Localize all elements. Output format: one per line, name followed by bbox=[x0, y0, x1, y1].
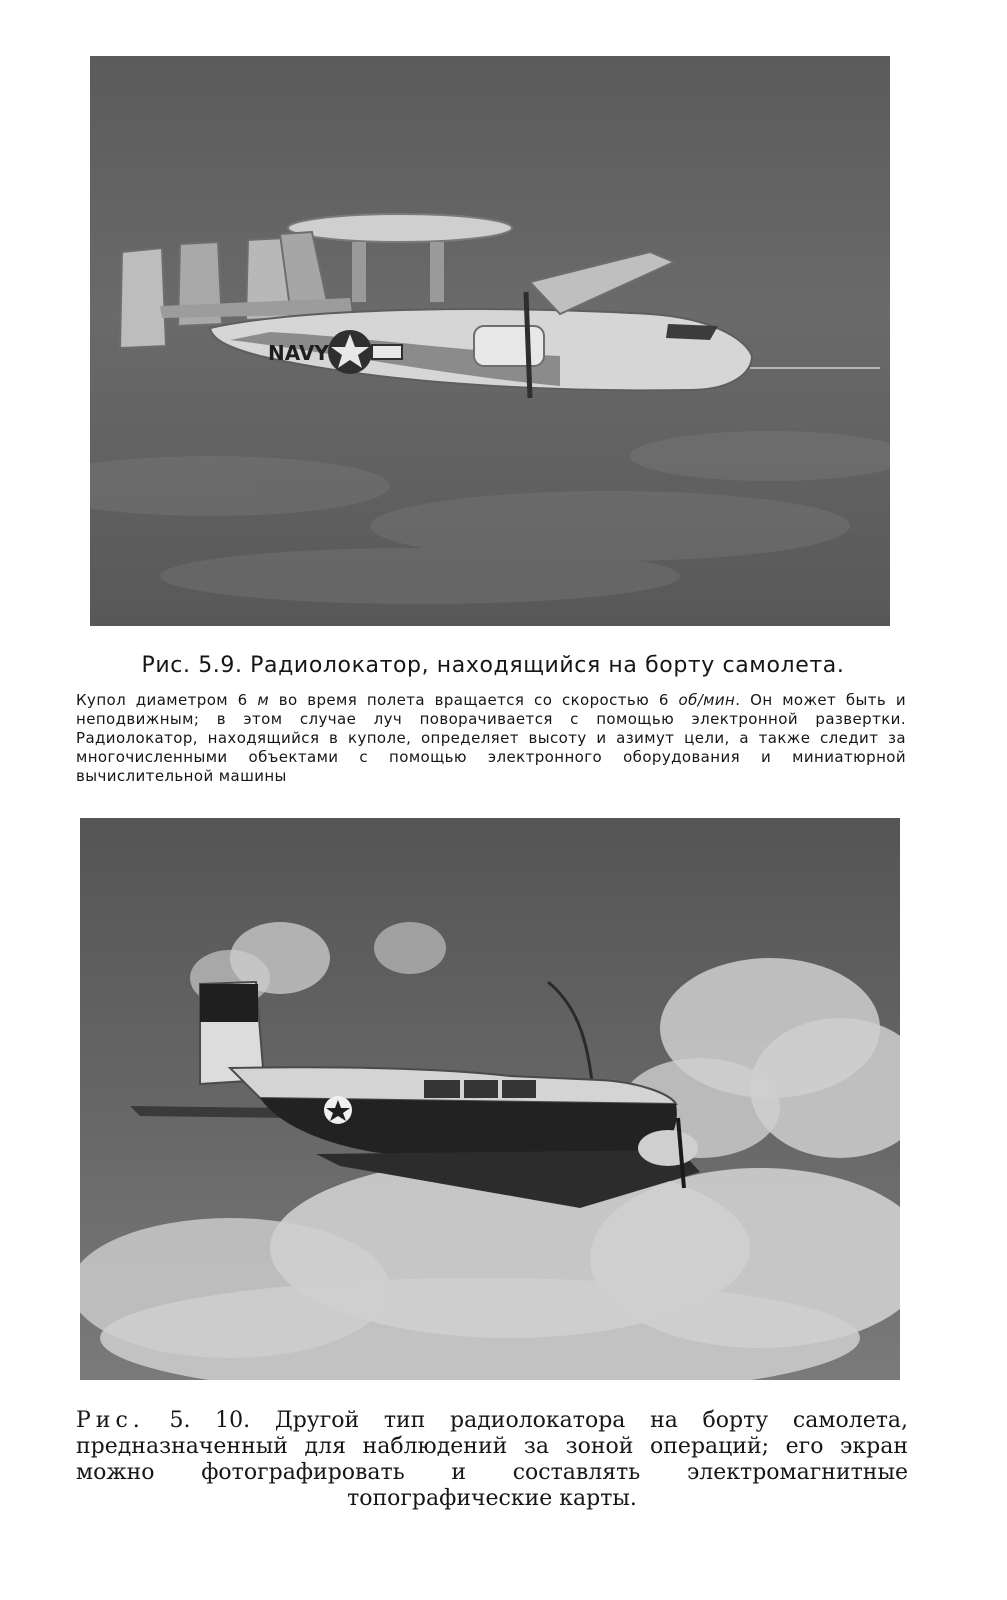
caption-body-text-3: . Он может быть и неподвижным; в этом случае луч поворачивается с помощью электронной развертки. Радиолокатор, находящийся в куполе, определяет высоту и азимут цели, а также следит за многочисленными объектами с помощью электронного оборудования и миниатюрной вычислительной машины bbox=[76, 691, 906, 785]
caption-body-text-1: Купол диаметром 6 bbox=[76, 691, 258, 709]
figure-2-caption bbox=[76, 1408, 908, 1512]
unit-rpm: об/мин bbox=[678, 691, 736, 709]
unit-meters: м bbox=[257, 691, 270, 709]
caption-body-text-2: во время полета вращается со скоростью 6 bbox=[269, 691, 679, 709]
figure-2-photo bbox=[80, 818, 900, 1380]
navy-marking: NAVY bbox=[268, 341, 329, 365]
figure-1-caption-body bbox=[76, 691, 906, 786]
figure-1-photo bbox=[90, 56, 890, 626]
figure-1-caption-title: Рис. 5.9. Радиолокатор, находящийся на борту самолета. bbox=[141, 653, 845, 678]
figure-2-caption-text: 5. 10. Другой тип радиолокатора на борту самолета, предназначенный для наблюдений за зоной операций; его экран можно фотографировать и составлять электромагнитные топографические карты. bbox=[76, 1408, 908, 1511]
figure-2-caption-prefix: Рис. bbox=[76, 1408, 145, 1433]
